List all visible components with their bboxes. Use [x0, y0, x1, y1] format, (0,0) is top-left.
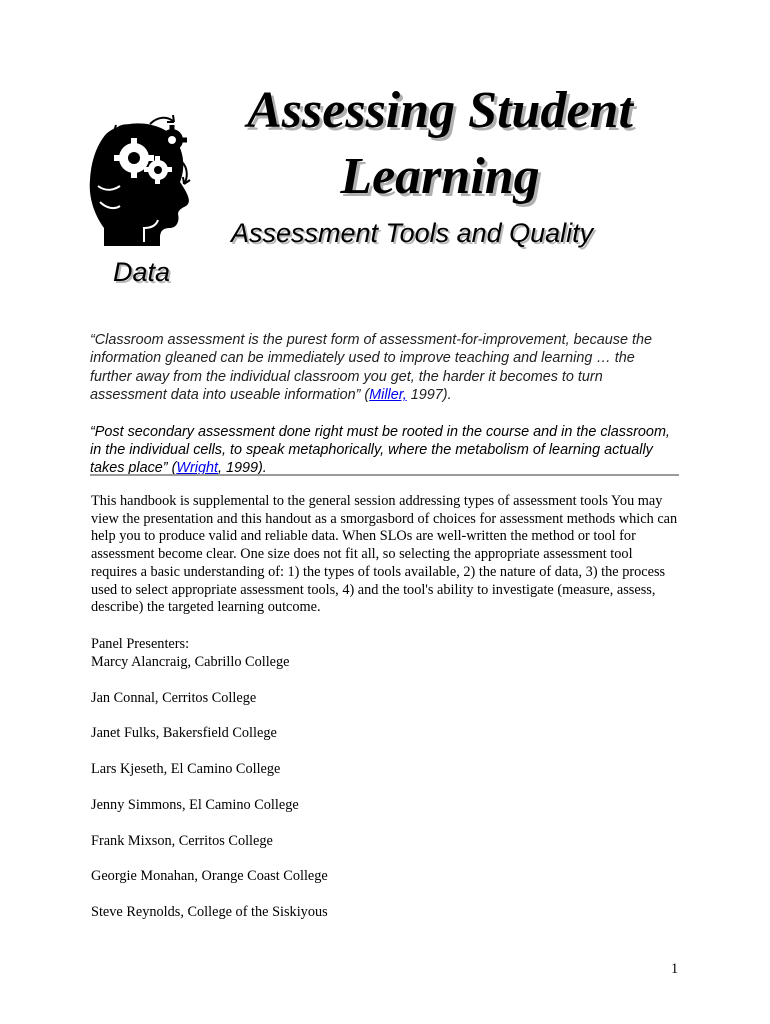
citation-link-miller[interactable]: Miller,: [369, 387, 407, 404]
horizontal-divider: [90, 474, 679, 476]
intro-paragraph: This handbook is supplemental to the general session addressing types of assessment tools You may view the presentation and this handout as a smorgasbord of choices for assessment methods which can help you to produce valid and reliable data. When SLOs are well-written the method or tool for assessment become clear. One size does not fit all, so selecting the appropriate assessment tool requires a basic understanding of: 1) the types of tools available, 2) the nature of data, 3) the process used to select appropriate assessment tools, 4) and the tool's ability to investigate (measure, assess, describe) the targeted learning outcome.: [91, 493, 678, 616]
quotes-section: [90, 331, 680, 478]
page-number: 1: [671, 961, 679, 977]
presenter-item: Lars Kjeseth, El Camino College: [91, 761, 281, 778]
quote-text: “Post secondary assessment done right must be rooted in the course and in the classroom, in the individual cells, to speak metaphorically, where the metabolism of learning actually takes place” (: [90, 423, 670, 477]
presenter-item: Steve Reynolds, College of the Siskiyous: [91, 904, 328, 921]
presenters-heading: Panel Presenters:: [91, 636, 190, 652]
citation-link-wright[interactable]: Wright: [176, 460, 218, 477]
quote-text: “Classroom assessment is the purest form of assessment-for-improvement, because the information gleaned can be immediately used to improve teaching and learning … the further away from the individual classroom you get, the harder it becomes to turn assessment data into useable information” (: [90, 332, 652, 404]
quote-text-end: 1997).: [406, 387, 452, 404]
presenter-item: Georgie Monahan, Orange Coast College: [91, 868, 328, 885]
title-line-2: Learning: [340, 148, 540, 205]
quote-text-end: , 1999).: [217, 460, 267, 477]
head-with-gears-icon: [84, 110, 202, 248]
title-block: [200, 78, 680, 210]
presenter-item: Jenny Simmons, El Camino College: [91, 796, 299, 813]
title-line-1: Assessing Student: [247, 82, 633, 139]
presenter-item: Frank Mixson, Cerritos College: [91, 832, 273, 849]
presenter-item: Jan Connal, Cerritos College: [91, 689, 257, 706]
quote-wright: [90, 423, 680, 478]
quote-miller: [90, 331, 680, 405]
subtitle-line-1: Assessment Tools and Quality: [231, 218, 594, 248]
presenters-list: [91, 636, 591, 922]
subtitle-line-2: Data: [113, 257, 171, 287]
presenter-item: Janet Fulks, Bakersfield College: [91, 725, 277, 742]
presenter-item: Marcy Alancraig, Cabrillo College: [91, 653, 290, 670]
